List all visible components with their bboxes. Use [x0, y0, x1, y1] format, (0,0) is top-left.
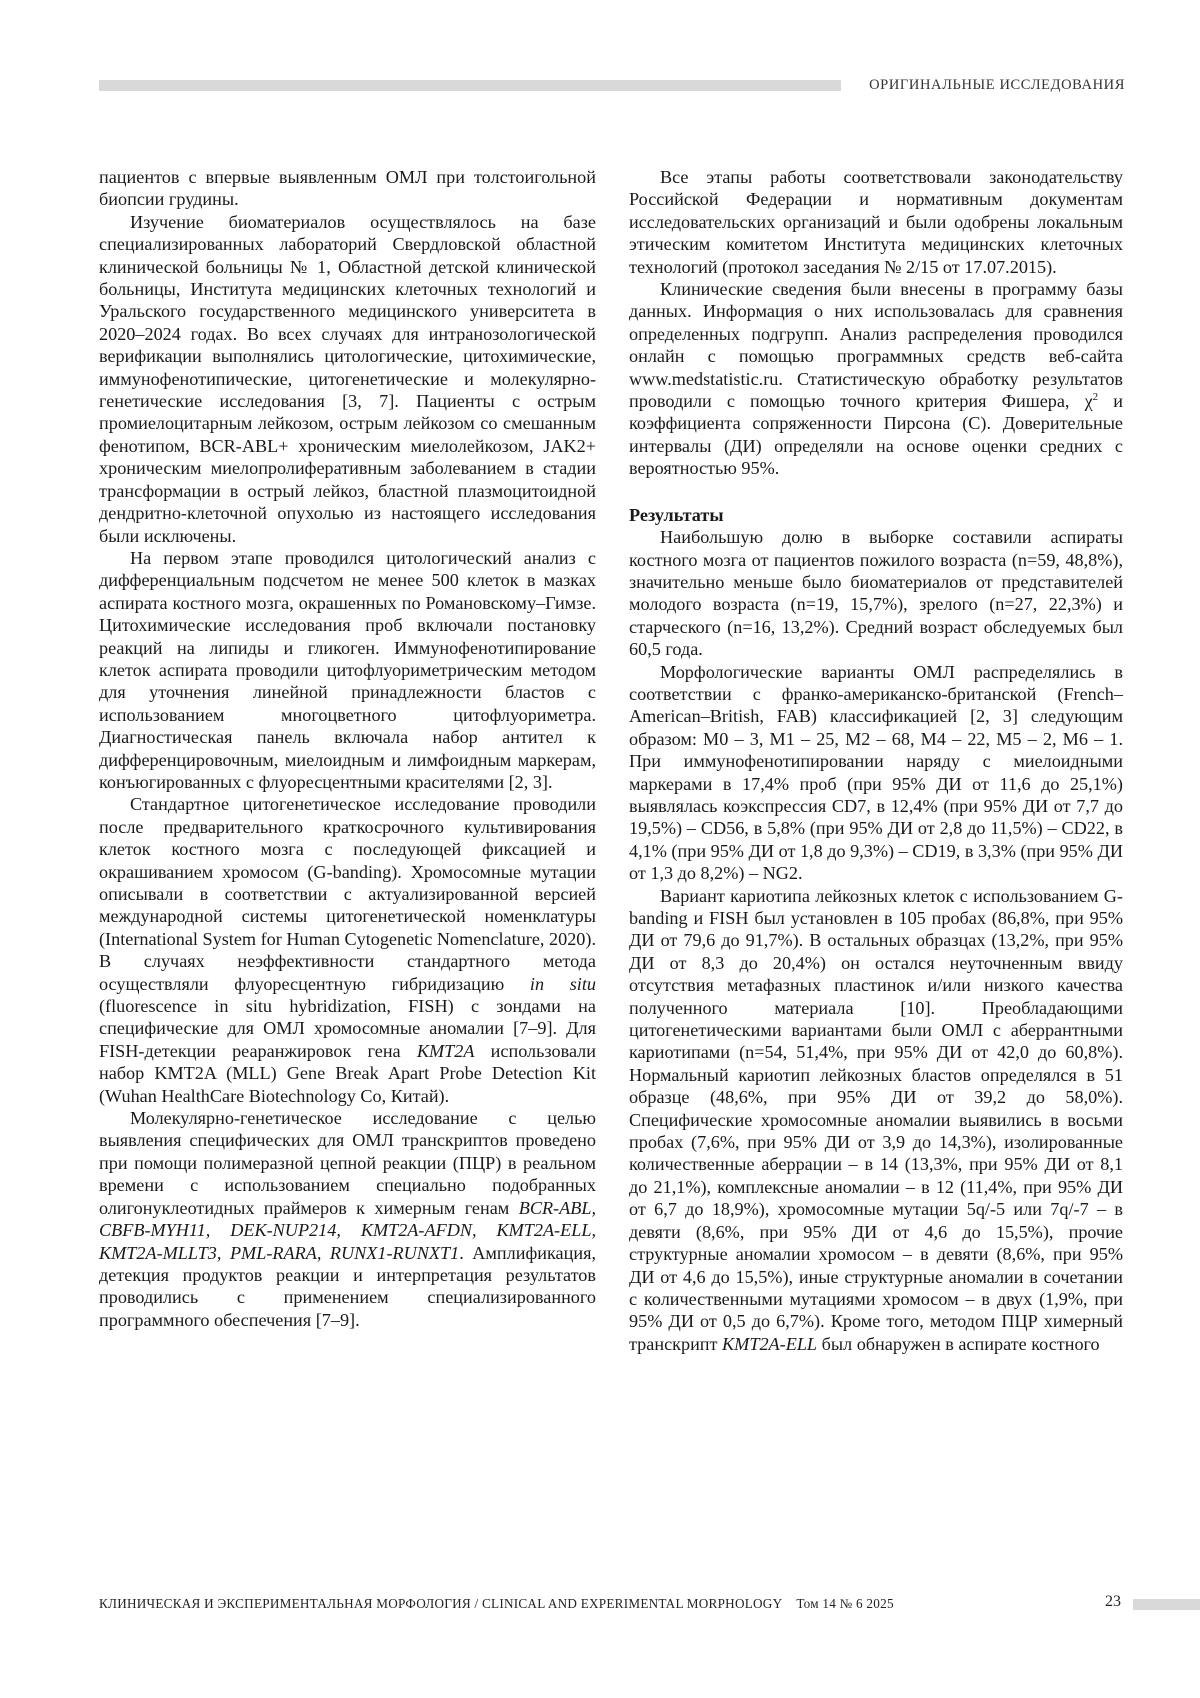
paragraph: Морфологические варианты ОМЛ распределялись в соответствии с франко-американско-британской (French–American–British, FAB) классификацией [2, 3] следующим образом: M0 – 3, M1 – 25, M2 – 68, M4 – 22, M5 – 2, M6 – 1. При иммунофенотипировании наряду с миелоидными маркерами в 17,4% проб (при 95% ДИ от 11,6 до 25,1%) выявлялась коэкспрессия CD7, в 12,4% (при 95% ДИ от 7,7 до 19,5%) – CD56, в 5,8% (при 95% ДИ от 2,8 до 11,5%) – CD22, в 4,1% (при 95% ДИ от 1,8 до 9,3%) – CD19, в 3,3% (при 95% ДИ от 1,3 до 8,2%) – NG2.	[629, 661, 1123, 884]
paragraph: Изучение биоматериалов осуществлялось на базе специализированных лабораторий Свердловской областной клинической больницы № 1, Областной детской клинической больницы, Института медицинских клеточных технологий и Уральского государственного медицинского университета в 2020–2024 годах. Во всех случаях для интранозологической верификации выполнялись цитологические, цитохимические, иммунофенотипические, цитогенетические и молекулярно-генетические исследования [3, 7]. Пациенты с острым промиелоцитарным лейкозом, острым лейкозом со смешанным фенотипом, BCR-ABL+ хроническим миелолейкозом, JAK2+ хроническим миелопролиферативным заболеванием в стадии трансформации в острый лейкоз, бластной плазмоцитоидной дендритно-клеточной опухолью из настоящего исследования были исключены.	[99, 211, 596, 546]
paragraph: Все этапы работы соответствовали законодательству Российской Федерации и нормативным документам исследовательских организаций и были одобрены локальным этическим комитетом Института медицинских клеточных технологий (протокол заседания № 2/15 от 17.07.2015).	[629, 167, 1123, 277]
paragraph: На первом этапе проводился цитологический анализ с дифференциальным подсчетом не менее 500 клеток в мазках аспирата костного мозга, окрашенных по Романовскому–Гимзе. Цитохимические исследования проб включали постановку реакций на липиды и гликоген. Иммунофенотипирование клеток аспирата проводили цитофлуориметрическим методом для уточнения линейной принадлежности бластов с использованием многоцветного цитофлуориметра. Диагностическая панель включала набор антител к дифференцировочным, миелоидным и лимфоидным маркерам, конъюгированных с флуоресцентными красителями [2, 3].	[99, 547, 596, 792]
paragraph: пациентов с впервые выявленным ОМЛ при толстоигольной биопсии грудины.	[99, 167, 596, 210]
right-column	[629, 166, 1123, 1355]
header-rule	[99, 80, 841, 91]
section-label: ОРИГИНАЛЬНЫЕ ИССЛЕДОВАНИЯ	[869, 77, 1125, 93]
paragraph: Молекулярно-генетическое исследование с целью выявления специфических для ОМЛ транскриптов проведено при помощи полимеразной цепной реакции (ПЦР) в реальном времени с использованием специально подобранных олигонуклеотидных праймеров к химерным генам BCR-ABL, CBFB-MYH11, DEK-NUP214, KMT2A-AFDN, KMT2A-ELL, KMT2A-MLLT3, PML-RARA, RUNX1-RUNXT1. Амплификация, детекция продуктов реакции и интерпретация результатов проводились с применением специализированного программного обеспечения [7–9].	[99, 1108, 596, 1330]
gene-name: KMT2A	[416, 1040, 475, 1061]
footer-rule	[1133, 1599, 1200, 1610]
gene-name: KMT2A-ELL	[722, 1333, 818, 1354]
running-footer	[99, 1596, 894, 1612]
gene-list: BCR-ABL, CBFB-MYH11, DEK-NUP214, KMT2A-AFDN, KMT2A-ELL, KMT2A-MLLT3, PML-RARA, RUNX1-RUNXT1	[99, 1197, 596, 1263]
results-heading: Результаты	[629, 504, 724, 525]
page-number: 23	[1105, 1593, 1121, 1610]
journal-title: КЛИНИЧЕСКАЯ И ЭКСПЕРИМЕНТАЛЬНАЯ МОРФОЛОГИЯ / CLINICAL AND EXPERIMENTAL MORPHOLOGY	[99, 1596, 783, 1611]
paragraph: Наибольшую долю в выборке составили аспираты костного мозга от пациентов пожилого возраста (n=59, 48,8%), значительно меньше было биоматериалов от представителей молодого возраста (n=19, 15,7%), зрелого (n=27, 22,3%) и старческого (n=16, 13,2%). Средний возраст обследуемых был 60,5 года.	[629, 527, 1123, 660]
superscript: 2	[1092, 391, 1099, 403]
paragraph: Вариант кариотипа лейкозных клеток с использованием G-banding и FISH был установлен в 105 пробах (86,8%, при 95% ДИ от 79,6 до 91,7%). В остальных образцах (13,2%, при 95% ДИ от 8,3 до 20,4%) он остался неуточненным ввиду отсутствия метафазных пластинок и/или низкого качества полученного материала [10]. Преобладающими цитогенетическими вариантами были ОМЛ с аберрантными кариотипами (n=54, 51,4%, при 95% ДИ от 42,0 до 60,8%). Нормальный кариотип лейкозных бластов определялся в 51 образце (48,6%, при 95% ДИ от 39,2 до 58,0%). Специфические хромосомные аномалии выявились в восьми пробах (7,6%, при 95% ДИ от 3,9 до 14,3%), изолированные количественные аберрации – в 14 (13,3%, при 95% ДИ от 8,1 до 21,1%), комплексные аномалии – в 12 (11,4%, при 95% ДИ от 6,7 до 18,9%), хромосомные мутации 5q/-5 или 7q/-7 – в девяти (8,6%, при 95% ДИ от 4,6 до 15,5%), прочие структурные аномалии хромосом – в девяти (8,6%, при 95% ДИ от 4,6 до 15,5%), иные структурные аномалии в сочетании с количественными мутациями хромосом – в двух (1,9%, при 95% ДИ от 0,5 до 6,7%). Кроме того, методом ПЦР химерный транскрипт KMT2A-ELL был обнаружен в аспирате костного	[629, 885, 1123, 1354]
journal-volume: Том 14 № 6 2025	[796, 1596, 894, 1611]
italic-term: in situ	[529, 973, 596, 994]
left-column	[99, 166, 596, 1331]
paragraph: Стандартное цитогенетическое исследование проводили после предварительного краткосрочного культивирования клеток костного мозга с последующей фиксацией и окрашиванием хромосом (G-banding). Хромосомные мутации описывали в соответствии с актуализированной версией международной системы цитогенетической номенклатуры (International System for Human Cytogenetic Nomenclature, 2020). В случаях неэффективности стандартного метода осуществляли флуоресцентную гибридизацию in situ (fluorescence in situ hybridization, FISH) с зондами на специфические для ОМЛ хромосомные аномалии [7–9]. Для FISH-детекции реаранжировок гена KMT2A использовали набор KMT2A (MLL) Gene Break Apart Probe Detection Kit (Wuhan HealthCare Biotechnology Co, Китай).	[99, 794, 596, 1106]
paragraph: Клинические сведения были внесены в программу базы данных. Информация о них использовалась для сравнения определенных подгрупп. Анализ распределения проводился онлайн с помощью программных средств веб-сайта www.medstatistic.ru. Статистическую обработку результатов проводили с помощью точного критерия Фишера, $\chi^2$ и коэффициента сопряженности Пирсона (С). Доверительные интервалы (ДИ) определяли на основе оценки средних с вероятностью 95%.	[629, 279, 1123, 479]
